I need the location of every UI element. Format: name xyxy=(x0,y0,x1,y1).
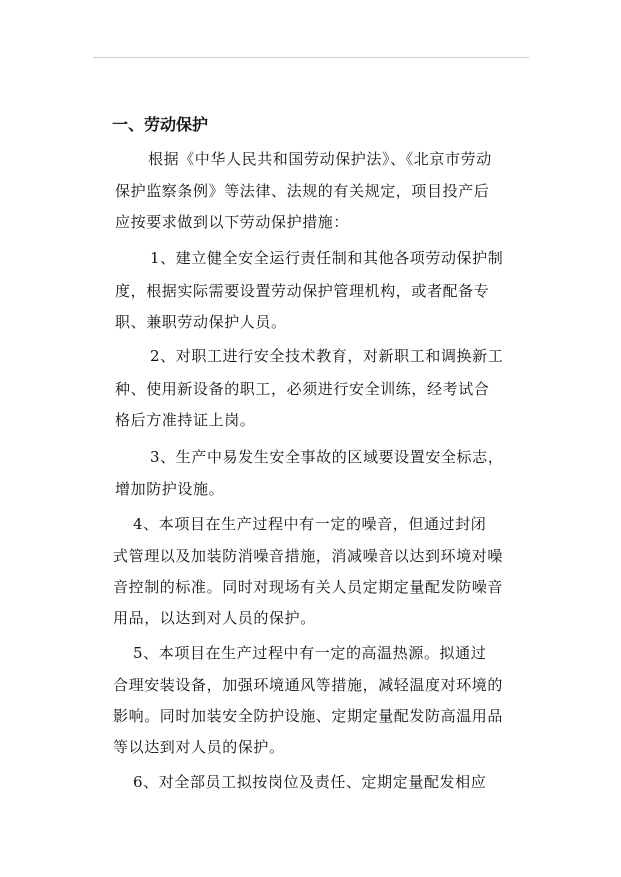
paragraph-2-line-1: 1、建立健全安全运行责任制和其他各项劳动保护制 xyxy=(150,249,504,267)
header-rule xyxy=(93,57,529,58)
paragraph-3-line-2: 种、使用新设备的职工，必须进行安全训练，经考试合 xyxy=(115,380,490,398)
section-heading: 一、劳动保护 xyxy=(112,115,209,134)
paragraph-6-line-3: 影响。同时加装安全防护设施、定期定量配发防高温用品 xyxy=(113,707,504,725)
paragraph-5-line-3: 音控制的标准。同时对现场有关人员定期定量配发防噪音 xyxy=(113,578,504,596)
paragraph-4-line-2: 增加防护设施。 xyxy=(115,480,225,498)
paragraph-2-line-2: 度，根据实际需要设置劳动保护管理机构，或者配备专 xyxy=(115,282,490,300)
paragraph-7-line-1: 6、对全部员工拟按岗位及责任、定期定量配发相应 xyxy=(133,773,487,791)
paragraph-6-line-4: 等以达到对人员的保护。 xyxy=(113,738,285,756)
paragraph-2-line-3: 职、兼职劳动保护人员。 xyxy=(115,313,287,331)
paragraph-6-line-2: 合理安装设备，加强环境通风等措施，减轻温度对环境的 xyxy=(113,676,504,694)
paragraph-6-line-1: 5、本项目在生产过程中有一定的高温热源。拟通过 xyxy=(133,644,487,662)
paragraph-3-line-1: 2、对职工进行安全技术教育，对新职工和调换新工 xyxy=(150,347,504,365)
paragraph-5-line-2: 式管理以及加装防消噪音措施，消减噪音以达到环境对噪 xyxy=(113,547,504,565)
paragraph-1-line-2: 保护监察条例》等法律、法规的有关规定，项目投产后 xyxy=(115,182,490,200)
paragraph-5-line-4: 用品，以达到对人员的保护。 xyxy=(113,609,316,627)
paragraph-1-line-3: 应按要求做到以下劳动保护措施： xyxy=(115,213,350,231)
paragraph-4-line-1: 3、生产中易发生安全事故的区域要设置安全标志， xyxy=(150,448,504,466)
paragraph-5-line-1: 4、本项目在生产过程中有一定的噪音，但通过封闭 xyxy=(133,515,487,533)
paragraph-1-line-1: 根据《中华人民共和国劳动保护法》、《北京市劳动 xyxy=(148,150,492,168)
paragraph-3-line-3: 格后方准持证上岗。 xyxy=(115,411,256,429)
